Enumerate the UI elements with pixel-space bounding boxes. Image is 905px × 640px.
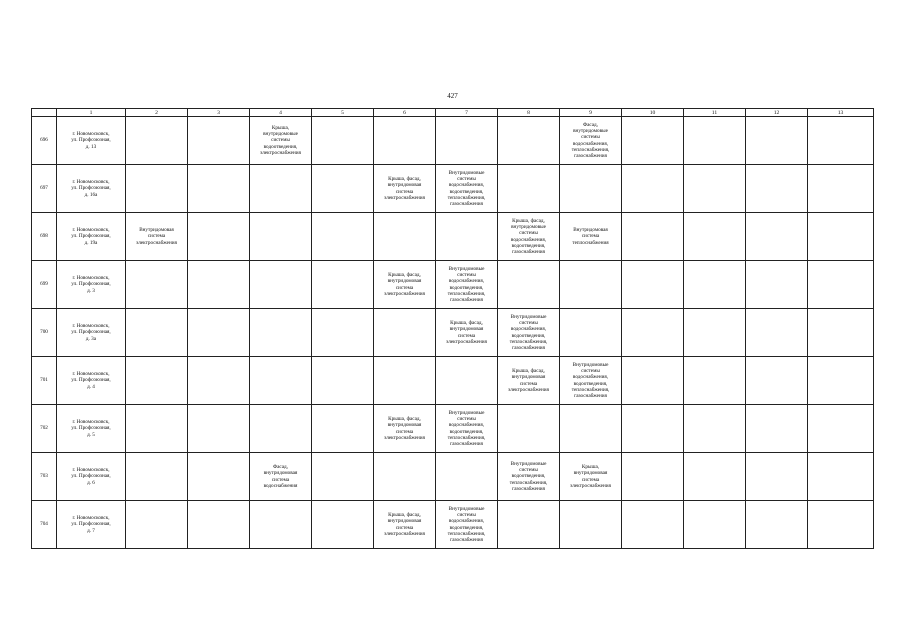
work-type-cell xyxy=(374,213,436,261)
work-type-cell xyxy=(126,357,188,405)
work-type-cell xyxy=(374,117,436,165)
work-type-cell xyxy=(188,357,250,405)
work-type-cell xyxy=(808,309,874,357)
table-row xyxy=(32,261,874,309)
work-type-cell xyxy=(250,309,312,357)
table-row xyxy=(32,501,874,549)
work-type-cell xyxy=(808,453,874,501)
table-row xyxy=(32,213,874,261)
work-type-cell xyxy=(312,309,374,357)
work-type-cell xyxy=(188,405,250,453)
work-type-cell xyxy=(622,453,684,501)
work-type-cell xyxy=(436,357,498,405)
work-type-cell xyxy=(436,117,498,165)
work-type-cell xyxy=(126,117,188,165)
work-type-cell: Крыша, фасад, внутридомовая система электроснабжения xyxy=(374,261,436,309)
work-type-cell xyxy=(808,261,874,309)
work-type-cell xyxy=(560,309,622,357)
repair-schedule-table xyxy=(31,108,874,549)
work-type-cell xyxy=(126,405,188,453)
work-type-cell xyxy=(126,261,188,309)
work-type-cell: Внутридомовые системы водоснабжения, водоотведения, теплоснабжения, газоснабжения xyxy=(560,357,622,405)
column-header: 9 xyxy=(560,109,622,117)
column-header: 4 xyxy=(250,109,312,117)
column-header: 3 xyxy=(188,109,250,117)
work-type-cell xyxy=(746,165,808,213)
work-type-cell xyxy=(126,501,188,549)
address-cell: г. Новомосковск, ул. Профсоюзная, д. 7 xyxy=(57,501,126,549)
row-number-cell: 697 xyxy=(32,165,57,213)
work-type-cell xyxy=(622,501,684,549)
work-type-cell xyxy=(622,117,684,165)
work-type-cell xyxy=(312,405,374,453)
work-type-cell xyxy=(188,309,250,357)
work-type-cell: Внутридомовая система электроснабжения xyxy=(126,213,188,261)
work-type-cell xyxy=(808,213,874,261)
work-type-cell xyxy=(250,357,312,405)
header-cell-blank xyxy=(32,109,57,117)
work-type-cell: Внутридомовая система теплоснабжения xyxy=(560,213,622,261)
work-type-cell: Внутридомовые системы водоснабжения, водоотведения, теплоснабжения, газоснабжения xyxy=(436,165,498,213)
work-type-cell xyxy=(498,165,560,213)
work-type-cell: Крыша, внутридомовая система электроснабжения xyxy=(560,453,622,501)
work-type-cell xyxy=(684,501,746,549)
work-type-cell xyxy=(312,117,374,165)
column-header: 12 xyxy=(746,109,808,117)
work-type-cell: Внутридомовые системы водоснабжения, водоотведения, теплоснабжения, газоснабжения xyxy=(498,309,560,357)
work-type-cell: Внутридомовые системы водоснабжения, водоотведения, теплоснабжения, газоснабжения xyxy=(436,261,498,309)
table-row xyxy=(32,405,874,453)
address-cell: г. Новомосковск, ул. Профсоюзная, д. 13 xyxy=(57,117,126,165)
column-header: 1 xyxy=(57,109,126,117)
work-type-cell xyxy=(250,405,312,453)
row-number-cell: 704 xyxy=(32,501,57,549)
work-type-cell xyxy=(188,261,250,309)
work-type-cell xyxy=(374,309,436,357)
work-type-cell xyxy=(126,165,188,213)
column-header: 7 xyxy=(436,109,498,117)
work-type-cell xyxy=(312,501,374,549)
work-type-cell xyxy=(188,501,250,549)
table-row xyxy=(32,309,874,357)
work-type-cell xyxy=(560,165,622,213)
work-type-cell xyxy=(622,405,684,453)
work-type-cell xyxy=(498,117,560,165)
work-type-cell xyxy=(374,453,436,501)
work-type-cell xyxy=(622,309,684,357)
work-type-cell: Внутридомовые системы водоснабжения, водоотведения, теплоснабжения, газоснабжения xyxy=(436,405,498,453)
work-type-cell xyxy=(312,213,374,261)
work-type-cell xyxy=(436,213,498,261)
work-type-cell xyxy=(498,501,560,549)
work-type-cell xyxy=(684,261,746,309)
column-header: 2 xyxy=(126,109,188,117)
column-header-row xyxy=(32,109,874,117)
work-type-cell: Фасад, внутридомовая система водоснабжения xyxy=(250,453,312,501)
work-type-cell xyxy=(746,405,808,453)
work-type-cell xyxy=(746,501,808,549)
work-type-cell: Крыша, фасад, внутридомовая система электроснабжения xyxy=(374,165,436,213)
row-number-cell: 698 xyxy=(32,213,57,261)
work-type-cell xyxy=(746,453,808,501)
work-type-cell xyxy=(374,357,436,405)
table-row xyxy=(32,357,874,405)
table-body xyxy=(32,109,874,549)
work-type-cell xyxy=(808,357,874,405)
work-type-cell: Внутридомовые системы водоотведения, теплоснабжения, газоснабжения xyxy=(498,453,560,501)
work-type-cell: Крыша, фасад, внутридомовая система электроснабжения xyxy=(374,405,436,453)
work-type-cell xyxy=(436,453,498,501)
table-row xyxy=(32,117,874,165)
work-type-cell xyxy=(560,405,622,453)
work-type-cell xyxy=(312,165,374,213)
work-type-cell xyxy=(250,501,312,549)
work-type-cell xyxy=(312,453,374,501)
row-number-cell: 699 xyxy=(32,261,57,309)
row-number-cell: 702 xyxy=(32,405,57,453)
work-type-cell xyxy=(188,117,250,165)
column-header: 5 xyxy=(312,109,374,117)
work-type-cell xyxy=(622,213,684,261)
table-row xyxy=(32,165,874,213)
address-cell: г. Новомосковск, ул. Профсоюзная, д. 4 xyxy=(57,357,126,405)
address-cell: г. Новомосковск, ул. Профсоюзная, д. 19а xyxy=(57,213,126,261)
column-header: 6 xyxy=(374,109,436,117)
work-type-cell xyxy=(684,165,746,213)
address-cell: г. Новомосковск, ул. Профсоюзная, д. 16а xyxy=(57,165,126,213)
work-type-cell xyxy=(684,357,746,405)
work-type-cell xyxy=(498,405,560,453)
work-type-cell: Внутридомовые системы водоснабжения, водоотведения, теплоснабжения, газоснабжения xyxy=(436,501,498,549)
page-number: 427 xyxy=(447,92,458,100)
work-type-cell xyxy=(312,357,374,405)
work-type-cell xyxy=(622,357,684,405)
work-type-cell xyxy=(808,165,874,213)
column-header: 8 xyxy=(498,109,560,117)
work-type-cell xyxy=(188,165,250,213)
work-type-cell xyxy=(126,453,188,501)
work-type-cell xyxy=(684,453,746,501)
table-row xyxy=(32,453,874,501)
work-type-cell xyxy=(250,213,312,261)
work-type-cell xyxy=(560,261,622,309)
work-type-cell xyxy=(808,405,874,453)
work-type-cell: Крыша, фасад, внутридомовая система электроснабжения xyxy=(498,357,560,405)
row-number-cell: 703 xyxy=(32,453,57,501)
work-type-cell: Крыша, фасад, внутридомовые системы водоснабжения, водоотведения, газоснабжения xyxy=(498,213,560,261)
work-type-cell: Крыша, фасад, внутридомовая система электроснабжения xyxy=(374,501,436,549)
address-cell: г. Новомосковск, ул. Профсоюзная, д. 3а xyxy=(57,309,126,357)
work-type-cell xyxy=(188,453,250,501)
work-type-cell xyxy=(250,165,312,213)
work-type-cell xyxy=(312,261,374,309)
work-type-cell xyxy=(746,213,808,261)
address-cell: г. Новомосковск, ул. Профсоюзная, д. 5 xyxy=(57,405,126,453)
address-cell: г. Новомосковск, ул. Профсоюзная, д. 3 xyxy=(57,261,126,309)
work-type-cell: Крыша, внутридомовые системы водоотведения, электроснабжения xyxy=(250,117,312,165)
work-type-cell xyxy=(808,501,874,549)
row-number-cell: 700 xyxy=(32,309,57,357)
work-type-cell xyxy=(746,309,808,357)
work-type-cell xyxy=(622,261,684,309)
work-type-cell xyxy=(684,213,746,261)
work-type-cell xyxy=(498,261,560,309)
work-type-cell xyxy=(188,213,250,261)
work-type-cell xyxy=(746,261,808,309)
work-type-cell xyxy=(808,117,874,165)
column-header: 13 xyxy=(808,109,874,117)
column-header: 11 xyxy=(684,109,746,117)
row-number-cell: 696 xyxy=(32,117,57,165)
work-type-cell: Крыша, фасад, внутридомовая система электроснабжения xyxy=(436,309,498,357)
work-type-cell xyxy=(126,309,188,357)
row-number-cell: 701 xyxy=(32,357,57,405)
work-type-cell xyxy=(746,117,808,165)
work-type-cell xyxy=(684,405,746,453)
address-cell: г. Новомосковск, ул. Профсоюзная, д. 6 xyxy=(57,453,126,501)
work-type-cell xyxy=(622,165,684,213)
work-type-cell xyxy=(684,117,746,165)
work-type-cell xyxy=(746,357,808,405)
work-type-cell xyxy=(560,501,622,549)
work-type-cell: Фасад, внутридомовые системы водоснабжения, теплоснабжения, газоснабжения xyxy=(560,117,622,165)
work-type-cell xyxy=(684,309,746,357)
column-header: 10 xyxy=(622,109,684,117)
work-type-cell xyxy=(250,261,312,309)
